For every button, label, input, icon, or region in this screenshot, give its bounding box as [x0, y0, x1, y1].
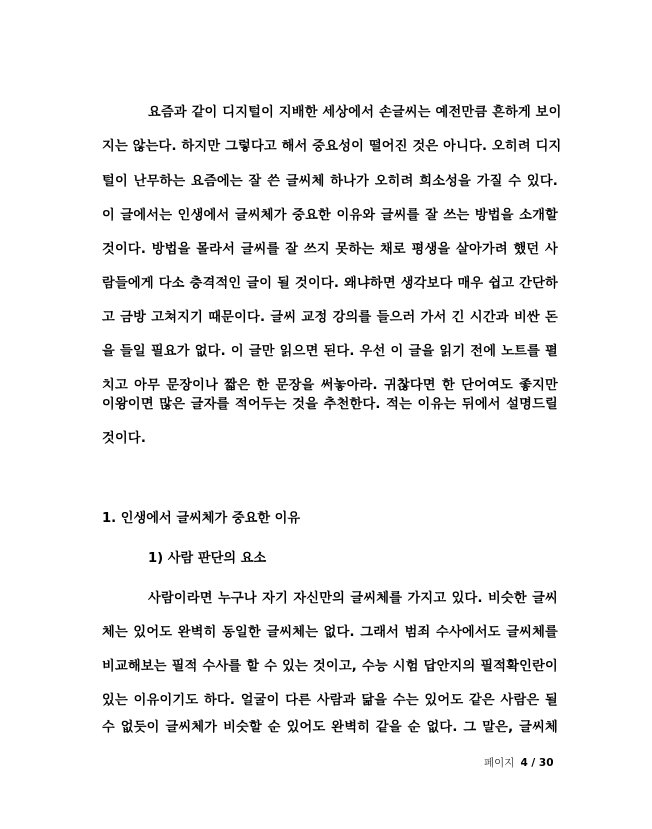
paragraph-line: 치고 아무 문장이나 짧은 한 문장을 써놓아라. 귀찮다면 한 단어여도 좋지만 — [102, 378, 558, 393]
paragraph-line: 체는 있어도 완벽히 동일한 글씨체는 없다. 그래서 범죄 수사에서도 글씨체를 — [102, 625, 558, 640]
paragraph-line: 이왕이면 많은 글자를 적어두는 것을 추천한다. 적는 이유는 뒤에서 설명드릴 — [102, 397, 558, 412]
page-footer — [484, 755, 554, 770]
paragraph-line: 털이 난무하는 요즘에는 잘 쓴 글씨체 하나가 오히려 희소성을 가질 수 있다. — [102, 174, 558, 189]
paragraph-line: 요즘과 같이 디지털이 지배한 세상에서 손글씨는 예전만큼 흔하게 보이 — [148, 105, 562, 120]
page-number: 4 / 30 — [520, 757, 554, 769]
paragraph-line: 지는 않는다. 하지만 그렇다고 해서 중요성이 떨어진 것은 아니다. 오히려 디지 — [102, 139, 562, 154]
paragraph-line: 을 들일 필요가 없다. 이 글만 읽으면 된다. 우선 이 글을 읽기 전에 노트를 펼 — [102, 344, 558, 359]
section-heading: 1. 인생에서 글씨체가 중요한 이유 — [102, 511, 301, 526]
paragraph-line: 것이다. — [102, 431, 147, 446]
paragraph-line: 람들에게 다소 충격적인 글이 될 것이다. 왜냐하면 생각보다 매우 쉽고 간단하 — [102, 276, 558, 291]
paragraph-line: 것이다. 방법을 몰라서 글씨를 잘 쓰지 못하는 채로 평생을 살아가려 했던 사 — [102, 242, 558, 257]
subsection-heading: 1) 사람 판단의 요소 — [148, 551, 267, 566]
paragraph-line: 사람이라면 누구나 자기 자신만의 글씨체를 가지고 있다. 비슷한 글씨 — [148, 591, 558, 606]
paragraph-line: 있는 이유이기도 하다. 얼굴이 다른 사람과 닮을 수는 있어도 같은 사람은 될 — [102, 693, 558, 708]
paragraph-line: 고 금방 고쳐지기 때문이다. 글씨 교정 강의를 들으러 가서 긴 시간과 비싼 돈 — [102, 310, 558, 325]
paragraph-line: 이 글에서는 인생에서 글씨체가 중요한 이유와 글씨를 잘 쓰는 방법을 소개할 — [102, 208, 558, 223]
paragraph-line: 수 없듯이 글씨체가 비슷할 순 있어도 완벽히 같을 순 없다. 그 말은, 글씨체 — [102, 720, 558, 735]
page-label: 페이지 — [484, 757, 515, 769]
paragraph-line: 비교해보는 필적 수사를 할 수 있는 것이고, 수능 시험 답안지의 필적확인란이 — [102, 659, 558, 674]
